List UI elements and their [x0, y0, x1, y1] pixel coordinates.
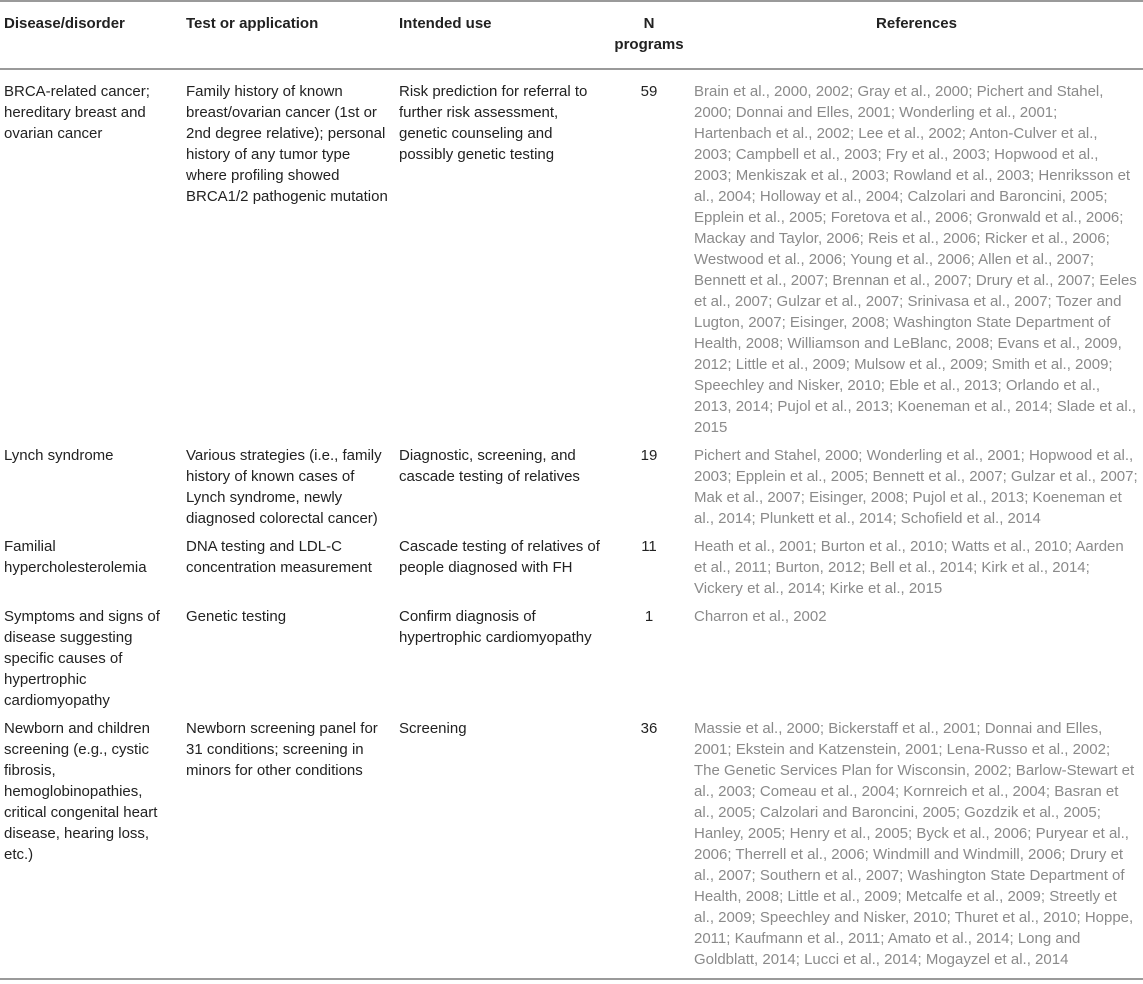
table-row [0, 69, 1143, 445]
cell-intended-use: Confirm diagnosis of hypertrophic cardiomyopathy [399, 608, 592, 646]
cell-disease: Newborn and children screening (e.g., cystic fibrosis, hemoglobinopathies, critical congenital heart disease, hearing loss, etc.) [0, 718, 182, 979]
cell-references: Massie et al., 2000; Bickerstaff et al., 2001; Donnai and Elles, 2001; Ekstein and Katzenstein, 2001; Lena-Russo et al., 2002; The Genetic Services Plan for Wisconsin, 2002; Barlow-Stewart et al., 2003; Comeau et al., 2004; Kornreich et al., 2004; Basran et al., 2005; Calzolari and Baroncini, 2005; Gozdzik et al., 2005; Hanley, 2005; Henry et al., 2005; Byck et al., 2006; Puryear et al., 2006; Therrell et al., 2006; Windmill and Windmill, 2006; Drury et al., 2007; Southern et al., 2007; Washington State Department of Health, 2008; Little et al., 2009; Metcalfe et al., 2009; Streetly et al., 2009; Speechley and Nisker, 2010; Thuret et al., 2010; Hoppe, 2011; Kaufmann et al., 2011; Amato et al., 2014; Long and Goldblatt, 2014; Lucci et al., 2014; Mogayzel et al., 2014 [690, 718, 1143, 979]
cell-references: Brain et al., 2000, 2002; Gray et al., 2000; Pichert and Stahel, 2000; Donnai and Elles, 2001; Wonderling et al., 2001; Hartenbach et al., 2002; Lee et al., 2002; Anton-Culver et al., 2003; Campbell et al., 2003; Fry et al., 2003; Hopwood et al., 2003; Menkiszak et al., 2003; Rowland et al., 2003; Henriksson et al., 2004; Holloway et al., 2004; Calzolari and Baroncini, 2005; Epplein et al., 2005; Foretova et al., 2006; Gronwald et al., 2006; Mackay and Taylor, 2006; Reis et al., 2006; Ricker et al., 2006; Westwood et al., 2006; Young et al., 2006; Allen et al., 2007; Bennett et al., 2007; Brennan et al., 2007; Drury et al., 2007; Eeles et al., 2007; Gulzar et al., 2007; Srinivasa et al., 2007; Tozer and Lugton, 2007; Eisinger, 2008; Washington State Department of Health, 2008; Williamson and LeBlanc, 2008; Evans et al., 2009, 2012; Little et al., 2009; Mulsow et al., 2009; Smith et al., 2009; Speechley and Nisker, 2010; Eble et al., 2013; Orlando et al., 2013, 2014; Pujol et al., 2013; Koeneman et al., 2014; Slade et al., 2015 [694, 83, 1137, 436]
cell-references: Charron et al., 2002 [694, 608, 827, 625]
table-row [0, 445, 1143, 536]
header-references: References [690, 1, 1143, 69]
table-body [0, 69, 1143, 979]
header-disease: Disease/disorder [0, 1, 182, 69]
cell-test: Various strategies (i.e., family history of known cases of Lynch syndrome, newly diagnosed colorectal cancer) [186, 447, 382, 527]
cell-test: DNA testing and LDL-C concentration measurement [186, 538, 372, 576]
header-row [0, 1, 1143, 69]
cell-intended-use: Risk prediction for referral to further risk assessment, genetic counseling and possibly genetic testing [399, 83, 588, 163]
cell-intended-use: Screening [395, 718, 608, 979]
cell-n-programs: 1 [644, 608, 654, 625]
table-row [0, 536, 1143, 606]
table-row [0, 718, 1143, 979]
cell-n-programs: 11 [641, 538, 657, 555]
cell-disease: BRCA-related cancer; hereditary breast and ovarian cancer [4, 83, 150, 142]
table-row [0, 606, 1143, 718]
table-header [0, 1, 1143, 69]
cell-disease: Lynch syndrome [4, 447, 114, 464]
cell-test: Family history of known breast/ovarian cancer (1st or 2nd degree relative); personal history of any tumor type where profiling showed BRCA1/2 pathogenic mutation [186, 83, 388, 205]
cell-intended-use: Cascade testing of relatives of people diagnosed with FH [399, 538, 600, 576]
cell-references: Pichert and Stahel, 2000; Wonderling et al., 2001; Hopwood et al., 2003; Epplein et al., 2005; Bennett et al., 2007; Gulzar et al., 2007; Mak et al., 2007; Eisinger, 2008; Pujol et al., 2013; Koeneman et al., 2014; Plunkett et al., 2014; Schofield et al., 2014 [694, 447, 1138, 527]
header-test: Test or application [182, 1, 395, 69]
cell-n-programs: 36 [608, 718, 690, 979]
cell-intended-use: Diagnostic, screening, and cascade testing of relatives [399, 447, 580, 485]
header-n-programs: N programs [608, 1, 690, 69]
cell-test: Newborn screening panel for 31 conditions; screening in minors for other conditions [182, 718, 395, 979]
cell-n-programs: 19 [640, 447, 658, 464]
cell-test: Genetic testing [186, 608, 287, 625]
cell-disease: Familial hypercholesterolemia [4, 538, 147, 576]
header-intended-use: Intended use [395, 1, 608, 69]
cell-disease: Symptoms and signs of disease suggesting specific causes of hypertrophic cardiomyopathy [4, 608, 160, 709]
cell-n-programs: 59 [640, 83, 658, 100]
cell-references: Heath et al., 2001; Burton et al., 2010; Watts et al., 2010; Aarden et al., 2011; Burton, 2012; Bell et al., 2014; Kirk et al., 2014; Vickery et al., 2014; Kirke et al., 2015 [694, 538, 1124, 597]
